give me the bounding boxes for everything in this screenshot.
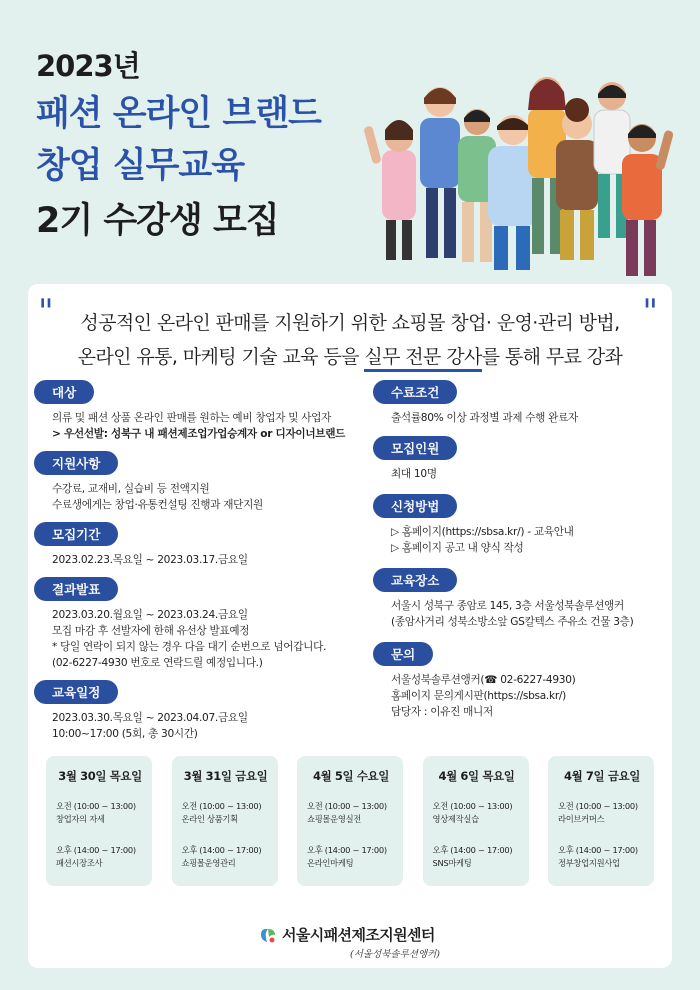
- section-sections_right-2: [373, 494, 663, 556]
- section-line: 의류 및 패션 상품 온라인 판매를 원하는 예비 창업자 및 사업자: [52, 412, 332, 424]
- section-line: * 당일 연락이 되지 않는 경우 다음 대기 순번으로 넘어갑니다.: [52, 641, 327, 653]
- section-line: 담당자 : 이유진 매니저: [391, 706, 493, 718]
- schedule-pm-time: 오후 (14:00 ~ 17:00): [307, 845, 387, 855]
- section-label: 모집인원: [373, 436, 457, 460]
- section-label: 교육일정: [34, 680, 118, 704]
- section-sections_left-2: [34, 522, 364, 568]
- schedule-am-topic: 창업자의 자세: [56, 814, 105, 824]
- org-subtitle: (서울성북솔루션앵커): [350, 949, 441, 960]
- section-label: 문의: [373, 642, 433, 666]
- schedule-am-time: 오전 (10:00 ~ 13:00): [432, 801, 513, 811]
- section-sections_right-0: [373, 380, 663, 426]
- schedule-day: [548, 756, 654, 886]
- left-column: [34, 380, 364, 742]
- section-label: 수료조건: [373, 380, 457, 404]
- section-line: 수강료, 교재비, 실습비 등 전액지원: [52, 483, 210, 495]
- schedule-day: [172, 756, 278, 886]
- title-line-1: 패션 온라인 브랜드: [36, 94, 321, 134]
- section-line: 2023.03.20.월요일 ~ 2023.03.24.금요일: [52, 609, 248, 621]
- section-line: 서울성북솔루션앵커(☎ 02-6227-4930): [391, 674, 576, 686]
- title-line-3: 2기 수강생 모집: [36, 201, 279, 241]
- section-sections_left-0: [34, 380, 364, 442]
- section-line: 2023.03.30.목요일 ~ 2023.04.07.금요일: [52, 712, 248, 724]
- section-label: 대상: [34, 380, 94, 404]
- year-label: 2023년: [36, 49, 140, 83]
- open-quote-icon: ": [38, 292, 54, 332]
- schedule-pm-topic: 패션시장조사: [56, 858, 103, 868]
- schedule-pm-topic: SNS마케팅: [432, 858, 472, 868]
- schedule-day: [297, 756, 403, 886]
- section-line: (종암사거리 성북소방소앞 GS칼텍스 주유소 건물 3층): [391, 616, 634, 628]
- org-name: 서울시패션제조지원센터: [282, 926, 435, 944]
- section-sections_left-3: [34, 577, 364, 671]
- schedule-pm-time: 오후 (14:00 ~ 17:00): [56, 845, 136, 855]
- schedule-am-topic: 온라인 상품기획: [181, 814, 238, 824]
- section-label: 결과발표: [34, 577, 118, 601]
- intro-line-2: [28, 342, 672, 369]
- section-label: 지원사항: [34, 451, 118, 475]
- section-label: 교육장소: [373, 568, 457, 592]
- schedule-day-title: 3월 30일 목요일: [58, 769, 142, 783]
- schedule-day: [46, 756, 152, 886]
- schedule-am-time: 오전 (10:00 ~ 13:00): [56, 801, 136, 811]
- schedule-day-title: 4월 5일 수요일: [313, 769, 389, 783]
- schedule-am-time: 오전 (10:00 ~ 13:00): [181, 801, 262, 811]
- section-line: (02-6227-4930 번호로 연락드릴 예정입니다.): [52, 657, 263, 669]
- schedule-pm-topic: 쇼핑몰운영관리: [181, 858, 236, 868]
- schedule-row: [46, 756, 654, 886]
- close-quote-icon: ": [642, 292, 658, 332]
- schedule-pm-time: 오후 (14:00 ~ 17:00): [558, 845, 638, 855]
- section-line: 모집 마감 후 선발자에 한해 유선상 발표예정: [52, 625, 250, 637]
- info-card: [28, 284, 672, 968]
- section-sections_right-3: [373, 568, 663, 630]
- intro-line-2-post: 를 통해 무료 강좌: [481, 346, 623, 368]
- schedule-pm-topic: 정부창업지원사업: [558, 858, 620, 868]
- schedule-pm-time: 오후 (14:00 ~ 17:00): [181, 845, 262, 855]
- section-line: 서울시 성북구 종암로 145, 3층 서울성북솔루션앵커: [391, 600, 624, 612]
- schedule-pm-time: 오후 (14:00 ~ 17:00): [432, 845, 513, 855]
- section-sections_right-1: [373, 436, 663, 482]
- people-illustration: [360, 70, 680, 285]
- right-column: [373, 380, 663, 720]
- section-sections_right-4: [373, 642, 663, 720]
- schedule-am-time: 오전 (10:00 ~ 13:00): [558, 801, 638, 811]
- section-sections_left-1: [34, 451, 364, 513]
- org-logo-icon: [258, 925, 278, 945]
- schedule-pm-topic: 온라인마케팅: [307, 858, 354, 868]
- section-line: ▷ 홈페이지 공고 내 양식 작성: [391, 542, 524, 554]
- schedule-am-topic: 영상제작실습: [432, 814, 479, 824]
- schedule-day: [423, 756, 529, 886]
- schedule-am-topic: 라이브커머스: [558, 814, 605, 824]
- schedule-day-title: 3월 31일 금요일: [183, 769, 268, 783]
- schedule-day-title: 4월 7일 금요일: [564, 769, 640, 783]
- section-line: 출석률80% 이상 과정별 과제 수행 완료자: [391, 412, 578, 424]
- schedule-am-time: 오전 (10:00 ~ 13:00): [307, 801, 387, 811]
- section-line: 2023.02.23.목요일 ~ 2023.03.17.금요일: [52, 554, 248, 566]
- title-line-2: 창업 실무교육: [36, 146, 245, 186]
- section-line: > 우선선발: 성북구 내 패션제조업가업승계자 or 디자이너브랜드: [52, 428, 346, 440]
- section-line: 10:00~17:00 (5회, 총 30시간): [52, 728, 198, 740]
- org-logo: [258, 924, 435, 945]
- intro-highlight: 실무 전문 강사: [364, 346, 481, 372]
- section-line: 홈페이지 문의게시판(https://sbsa.kr/): [391, 690, 566, 702]
- intro-line-1: 성공적인 온라인 판매를 지원하기 위한 쇼핑몰 창업· 운영·관리 방법,: [80, 312, 620, 334]
- schedule-day-title: 4월 6일 목요일: [438, 769, 515, 783]
- section-sections_left-4: [34, 680, 364, 742]
- intro-line-2-pre: 온라인 유통, 마케팅 기술 교육 등을: [77, 346, 365, 368]
- section-line: ▷ 홈페이지(https://sbsa.kr/) - 교육안내: [391, 526, 574, 538]
- section-line: 최대 10명: [391, 468, 437, 480]
- schedule-am-topic: 쇼핑몰운영실전: [307, 814, 362, 824]
- section-label: 모집기간: [34, 522, 118, 546]
- section-line: 수료생에게는 창업·유통컨설팅 진행과 재단지원: [52, 499, 263, 511]
- section-label: 신청방법: [373, 494, 457, 518]
